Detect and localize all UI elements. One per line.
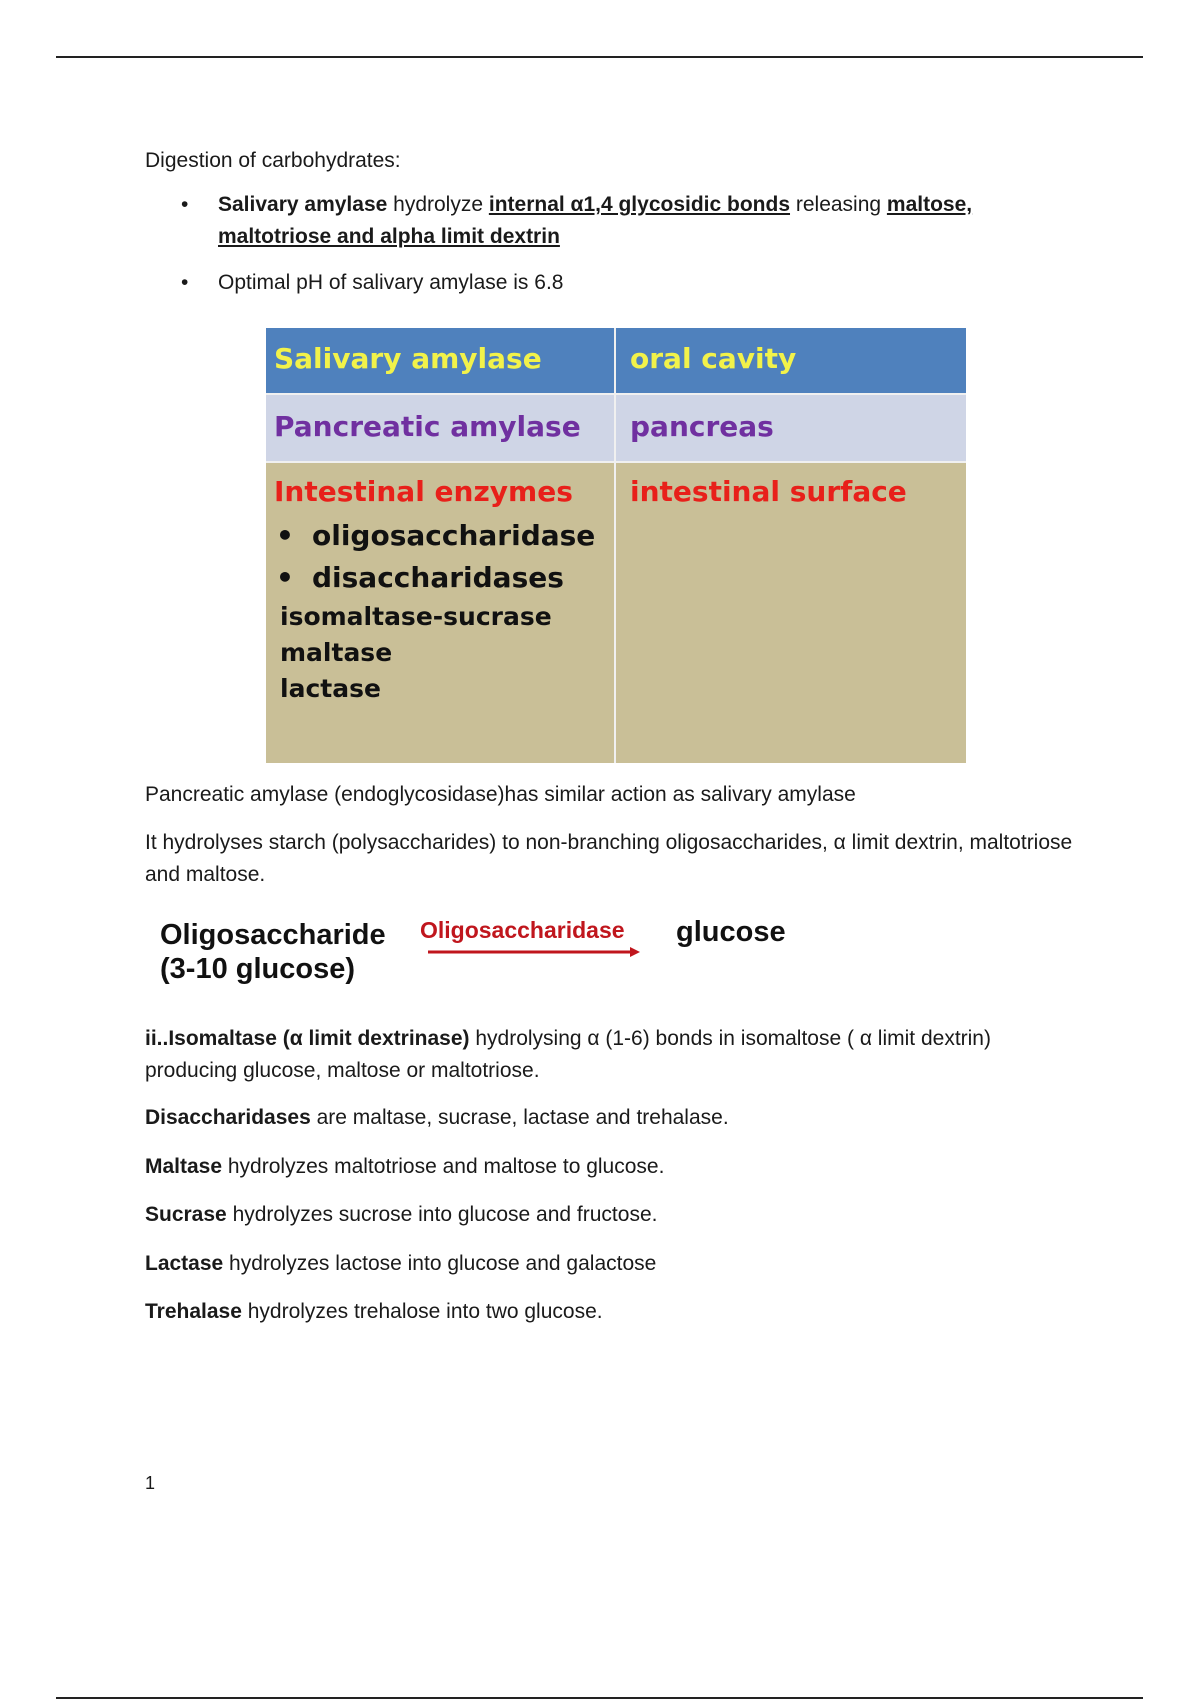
- term-glycosidic-bonds: internal α1,4 glycosidic bonds: [488, 193, 791, 216]
- paragraph-maltase: [145, 1151, 1075, 1183]
- reaction-arrow-icon: [426, 946, 642, 958]
- text-span: hydrolyzes sucrose into glucose and fructose.: [226, 1203, 658, 1226]
- table-divider: [266, 393, 966, 395]
- intro-section: [145, 145, 1075, 313]
- reaction-product: glucose: [676, 916, 786, 948]
- bullet-dot: •: [181, 271, 189, 294]
- bullet-dot: •: [276, 561, 294, 594]
- reaction-substrate: [160, 918, 386, 986]
- bullet-list: [145, 189, 1075, 299]
- enzyme-sub-item: lactase: [280, 674, 381, 703]
- text-span: releasing: [790, 193, 887, 216]
- substrate-line: Oligosaccharide: [160, 919, 386, 951]
- enzyme-sub-item: maltase: [280, 638, 393, 667]
- reaction-enzyme: Oligosaccharidase: [420, 917, 625, 943]
- text-span: hydrolyzes trehalose into two glucose.: [241, 1300, 603, 1323]
- bullet-text: Optimal pH of salivary amylase is 6.8: [218, 271, 564, 294]
- term-isomaltase: ii..Isomaltase (α limit dextrinase): [145, 1027, 470, 1050]
- paragraph-hydrolyses-starch: It hydrolyses starch (polysaccharides) to non-branching oligosaccharides, α limit dextrin, maltotriose and maltose.: [145, 831, 1073, 886]
- footer-rule: [56, 1697, 1143, 1699]
- paragraph-pancreatic-amylase: Pancreatic amylase (endoglycosidase)has similar action as salivary amylase: [145, 783, 856, 806]
- table-cell: Pancreatic amylase: [274, 410, 581, 443]
- table-row: [266, 463, 966, 763]
- table-bullet: [274, 515, 614, 557]
- text-span: hydrolysing α (1-6) bonds in isomaltose ( α limit dextrin) producing glucose, maltose or maltotriose.: [145, 1027, 991, 1082]
- paragraph-trehalase: [145, 1296, 1075, 1328]
- bullet-text: disaccharidases: [312, 561, 564, 594]
- table-cell: pancreas: [630, 410, 774, 443]
- header-rule: [56, 56, 1143, 58]
- table-row: [266, 395, 966, 461]
- intestinal-enzymes-heading: Intestinal enzymes: [274, 475, 573, 508]
- table-cell: [266, 463, 614, 763]
- term-products: maltose, maltotriose and alpha limit dextrin: [218, 193, 973, 248]
- text-span: are maltase, sucrase, lactase and trehalase.: [310, 1106, 729, 1129]
- table-row: [266, 328, 966, 393]
- text-span: hydrolyze: [387, 193, 489, 216]
- term-trehalase: Trehalase: [145, 1300, 242, 1323]
- table-cell: intestinal surface: [630, 475, 907, 508]
- term-disaccharidases: Disaccharidases: [145, 1106, 311, 1129]
- bullet-text: oligosaccharidase: [312, 519, 596, 552]
- term-sucrase: Sucrase: [145, 1203, 227, 1226]
- table-bullet: [274, 557, 614, 599]
- term-salivary-amylase: Salivary amylase: [218, 193, 388, 216]
- paragraph-sucrase: [145, 1199, 1075, 1231]
- bullet-dot: •: [276, 519, 294, 552]
- enzyme-location-table: [266, 328, 966, 763]
- text-span: hydrolyzes maltotriose and maltose to glucose.: [222, 1155, 665, 1178]
- section-heading: Digestion of carbohydrates:: [145, 149, 401, 172]
- bullet-dot: •: [181, 193, 189, 216]
- page-number: 1: [145, 1473, 156, 1493]
- bullet-salivary-amylase: [145, 189, 1075, 253]
- paragraph-lactase: [145, 1248, 1075, 1280]
- table-cell: Salivary amylase: [274, 342, 542, 375]
- term-lactase: Lactase: [145, 1252, 224, 1275]
- table-divider: [266, 461, 966, 463]
- enzyme-sub-item: isomaltase-sucrase: [280, 602, 552, 631]
- paragraph-disaccharidases: [145, 1102, 1075, 1134]
- paragraph-isomaltase: [145, 1023, 1075, 1087]
- text-span: hydrolyzes lactose into glucose and galactose: [223, 1252, 657, 1275]
- table-cell: oral cavity: [630, 342, 797, 375]
- bullet-optimal-ph: [145, 267, 1075, 299]
- term-maltase: Maltase: [145, 1155, 223, 1178]
- substrate-line: (3-10 glucose): [160, 953, 355, 985]
